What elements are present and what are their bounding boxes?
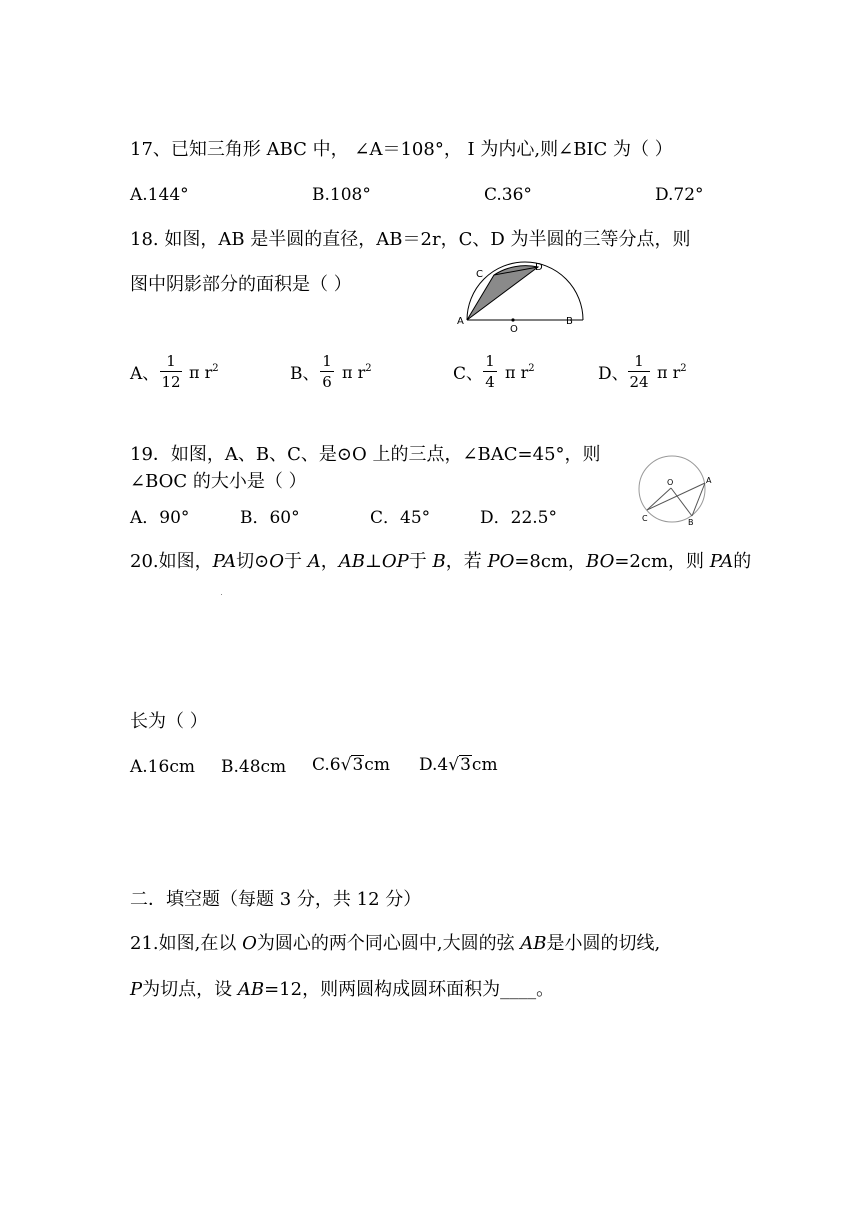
var-op: OP bbox=[381, 551, 409, 572]
q21-line2 bbox=[130, 978, 554, 1002]
var-pa: PA bbox=[212, 551, 237, 572]
q19-stem-line1: 19．如图，A、B、C、是⊙O 上的三点，∠BAC=45°，则 bbox=[130, 444, 601, 465]
q21-line1 bbox=[130, 932, 660, 956]
text-run: 21.如图,在以 bbox=[130, 933, 243, 954]
q19-option-b: B．60° bbox=[240, 508, 300, 528]
q19-option-d: D．22.5° bbox=[480, 508, 557, 528]
sqrt-sign: √ bbox=[340, 755, 352, 775]
q19-label-o: O bbox=[667, 478, 674, 487]
text-run: 为圆心的两个同心圆中,大圆的弦 bbox=[256, 933, 521, 954]
pi-r: π r bbox=[505, 363, 529, 382]
text-run: 切⊙ bbox=[236, 551, 270, 572]
q18-option-c-tail bbox=[505, 363, 535, 382]
text-run: 于 bbox=[283, 551, 308, 572]
q19-label-b: B bbox=[688, 518, 694, 527]
q18-center-dot bbox=[511, 318, 514, 321]
fraction-bar bbox=[483, 371, 497, 372]
var-ab: AB bbox=[338, 551, 365, 572]
q17-option-d: D.72° bbox=[655, 185, 704, 205]
q17-stem: 17、已知三角形 ABC 中， ∠A＝108°， I 为内心,则∠BIC 为（ ） bbox=[130, 139, 673, 160]
exponent: 2 bbox=[680, 363, 687, 374]
q18-option-b-tail bbox=[342, 363, 372, 382]
section2-heading: 二．填空题（每题 3 分，共 12 分） bbox=[130, 889, 422, 910]
var-bo: BO bbox=[586, 551, 615, 572]
q18-semicircle-figure bbox=[455, 258, 590, 333]
q17-option-c: C.36° bbox=[484, 185, 532, 205]
q18-stem-line2: 图中阴影部分的面积是（ ） bbox=[130, 274, 352, 295]
fraction-denominator: 4 bbox=[485, 373, 495, 391]
var-ab: AB bbox=[520, 933, 547, 954]
q20-stem-line1 bbox=[130, 550, 751, 574]
pi-r: π r bbox=[342, 363, 366, 382]
q18-option-a-fraction bbox=[160, 352, 182, 391]
fraction-denominator: 24 bbox=[629, 373, 649, 391]
var-o: O bbox=[269, 551, 284, 572]
q19-label-a: A bbox=[706, 476, 712, 485]
unit: cm bbox=[364, 755, 390, 775]
var-p: P bbox=[130, 979, 143, 1000]
fraction-denominator: 6 bbox=[322, 373, 332, 391]
q18-option-d-prefix: D、 bbox=[598, 364, 629, 384]
q18-option-a-tail bbox=[189, 363, 219, 382]
var-a: A bbox=[307, 551, 321, 572]
q18-option-b-fraction bbox=[320, 352, 334, 391]
q18-label-b: B bbox=[566, 316, 573, 327]
q18-option-b-prefix: B、 bbox=[290, 364, 320, 384]
fraction-numerator: 1 bbox=[322, 352, 332, 370]
text-run: 的 bbox=[733, 551, 752, 572]
text-run: 20.如图， bbox=[130, 551, 213, 572]
fraction-bar bbox=[160, 371, 182, 372]
pi-r: π r bbox=[657, 363, 681, 382]
q17-option-b: B.108° bbox=[312, 185, 371, 205]
stray-dot bbox=[221, 594, 222, 595]
q19-option-c: C．45° bbox=[370, 508, 431, 528]
var-po: PO bbox=[487, 551, 515, 572]
q18-stem-line1: 18. 如图，AB 是半圆的直径，AB＝2r，C、D 为半圆的三等分点，则 bbox=[130, 229, 691, 250]
q18-option-c-prefix: C、 bbox=[453, 364, 484, 384]
var-b: B bbox=[432, 551, 446, 572]
fraction-numerator: 1 bbox=[485, 352, 495, 370]
exponent: 2 bbox=[212, 363, 219, 374]
q18-option-d-tail bbox=[657, 363, 687, 382]
fraction-numerator: 1 bbox=[634, 352, 644, 370]
pi-r: π r bbox=[189, 363, 213, 382]
q19-line-oc bbox=[647, 488, 671, 510]
text-run: 于 bbox=[408, 551, 433, 572]
text-run: 是小圆的切线, bbox=[546, 933, 661, 954]
fraction-bar bbox=[320, 371, 334, 372]
exponent: 2 bbox=[528, 363, 535, 374]
q19-line-ob bbox=[671, 488, 692, 516]
text-run: =8cm， bbox=[514, 551, 587, 572]
fraction-denominator: 12 bbox=[161, 373, 181, 391]
q20-option-b: B.48cm bbox=[221, 757, 287, 777]
radicand: 3 bbox=[352, 755, 364, 775]
q17-option-a: A.144° bbox=[130, 185, 189, 205]
q20-option-c bbox=[312, 755, 390, 775]
text-run: 为切点，设 bbox=[142, 979, 238, 1000]
text-run: ⊥ bbox=[364, 551, 382, 572]
q18-label-d: D bbox=[535, 262, 543, 273]
q18-label-o: O bbox=[510, 324, 518, 333]
q19-option-a: A．90° bbox=[130, 508, 190, 528]
option-prefix: C.6 bbox=[312, 755, 341, 775]
q20-option-a: A.16cm bbox=[130, 757, 195, 777]
var-ab: AB bbox=[237, 979, 265, 1000]
q20-stem-line2: 长为（ ） bbox=[130, 711, 208, 732]
sqrt-sign: √ bbox=[448, 755, 460, 775]
text-run: =12，则两圆构成圆环面积为____。 bbox=[264, 979, 555, 1000]
q18-option-a-prefix: A、 bbox=[130, 364, 160, 384]
q19-circle-figure bbox=[632, 450, 720, 528]
text-run: ，若 bbox=[445, 551, 488, 572]
unit: cm bbox=[471, 755, 498, 775]
fraction-bar bbox=[628, 371, 650, 372]
q18-label-a: A bbox=[457, 316, 464, 327]
var-o: O bbox=[242, 933, 257, 954]
q20-option-d bbox=[419, 755, 498, 775]
var-pa: PA bbox=[709, 551, 734, 572]
q18-label-c: C bbox=[476, 269, 483, 280]
text-run: =2cm，则 bbox=[614, 551, 710, 572]
radicand: 3 bbox=[460, 755, 471, 775]
q18-option-d-fraction bbox=[628, 352, 650, 391]
text-run: ， bbox=[320, 551, 339, 572]
q18-option-c-fraction bbox=[483, 352, 497, 391]
q19-stem-line2: ∠BOC 的大小是（ ） bbox=[130, 471, 307, 492]
exponent: 2 bbox=[365, 363, 372, 374]
fraction-numerator: 1 bbox=[166, 352, 176, 370]
q19-label-c: C bbox=[642, 514, 648, 523]
option-prefix: D.4 bbox=[419, 755, 449, 775]
